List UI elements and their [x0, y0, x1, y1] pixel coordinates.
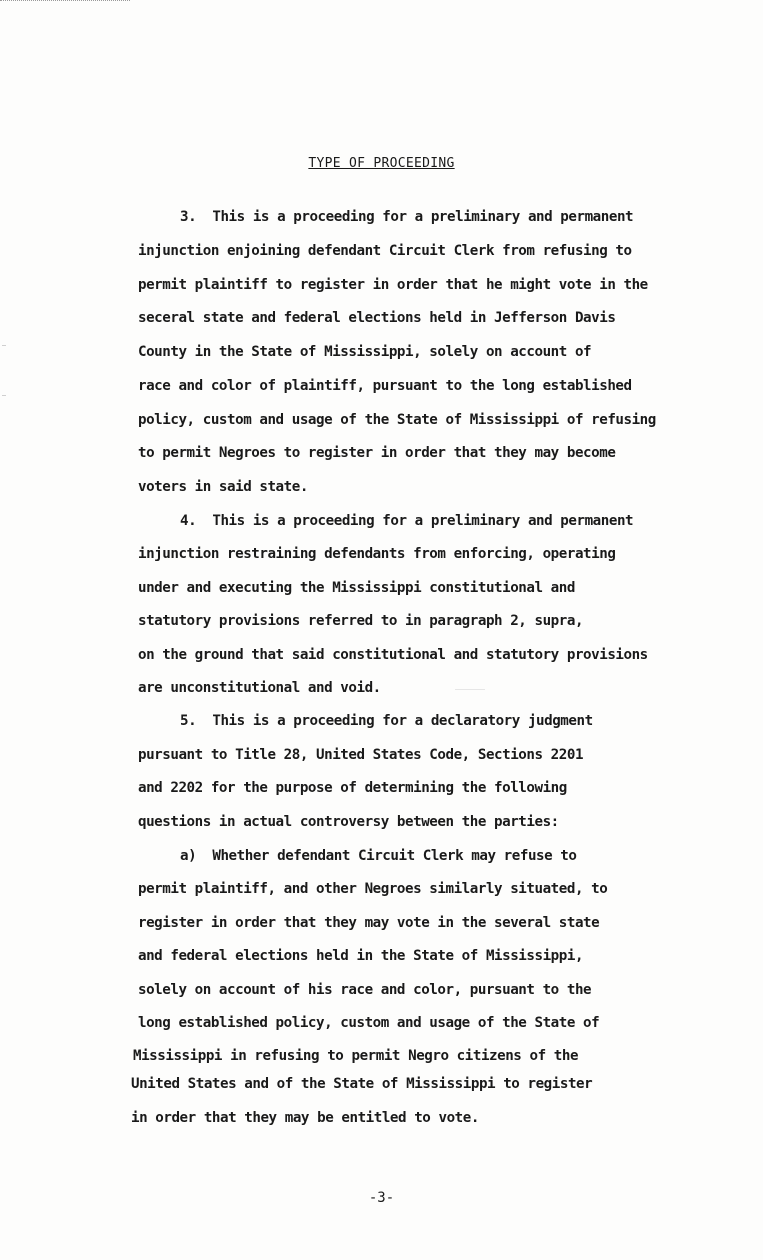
- text-line: injunction restraining defendants from enforcing, operating: [138, 546, 616, 562]
- text-line: statutory provisions referred to in paragraph 2, supra,: [138, 613, 584, 629]
- text-line: register in order that they may vote in the several state: [138, 915, 600, 931]
- text-line: and 2202 for the purpose of determining the following: [138, 780, 567, 796]
- text-line: County in the State of Mississippi, solely on account of: [138, 344, 592, 360]
- text-line: on the ground that said constitutional and statutory provisions: [138, 647, 648, 663]
- text-line: and federal elections held in the State of Mississippi,: [138, 948, 584, 964]
- text-line: Mississippi in refusing to permit Negro citizens of the: [133, 1048, 579, 1064]
- text-line: 5. This is a proceeding for a declaratory judgment: [180, 713, 593, 729]
- text-line: 3. This is a proceeding for a preliminary and permanent: [180, 209, 634, 225]
- scan-edge-marks: [0, 0, 130, 3]
- text-line: permit plaintiff, and other Negroes similarly situated, to: [138, 881, 608, 897]
- text-line: permit plaintiff to register in order that he might vote in the: [138, 277, 648, 293]
- text-line: United States and of the State of Mississippi to register: [131, 1076, 593, 1092]
- text-line: a) Whether defendant Circuit Clerk may refuse to: [180, 848, 577, 864]
- text-line: to permit Negroes to register in order that they may become: [138, 445, 616, 461]
- text-line: long established policy, custom and usage of the State of: [138, 1015, 600, 1031]
- text-line: seceral state and federal elections held in Jefferson Davis: [138, 310, 616, 326]
- text-line: pursuant to Title 28, United States Code, Sections 2201: [138, 747, 584, 763]
- scan-speck: [455, 689, 485, 690]
- text-line: race and color of plaintiff, pursuant to the long established: [138, 378, 632, 394]
- text-line: are unconstitutional and void.: [138, 680, 381, 696]
- text-line: under and executing the Mississippi constitutional and: [138, 580, 575, 596]
- text-line: injunction enjoining defendant Circuit Clerk from refusing to: [138, 243, 632, 259]
- scan-speck: [2, 395, 6, 396]
- page-number: -3-: [368, 1190, 395, 1206]
- text-line: in order that they may be entitled to vote.: [131, 1110, 479, 1126]
- text-line: questions in actual controversy between the parties:: [138, 814, 559, 830]
- text-line: solely on account of his race and color, pursuant to the: [138, 982, 592, 998]
- text-line: voters in said state.: [138, 479, 308, 495]
- scan-speck: [2, 345, 6, 346]
- text-line: policy, custom and usage of the State of Mississippi of refusing: [138, 412, 656, 428]
- text-line: 4. This is a proceeding for a preliminary and permanent: [180, 513, 634, 529]
- section-heading: TYPE OF PROCEEDING: [308, 156, 455, 171]
